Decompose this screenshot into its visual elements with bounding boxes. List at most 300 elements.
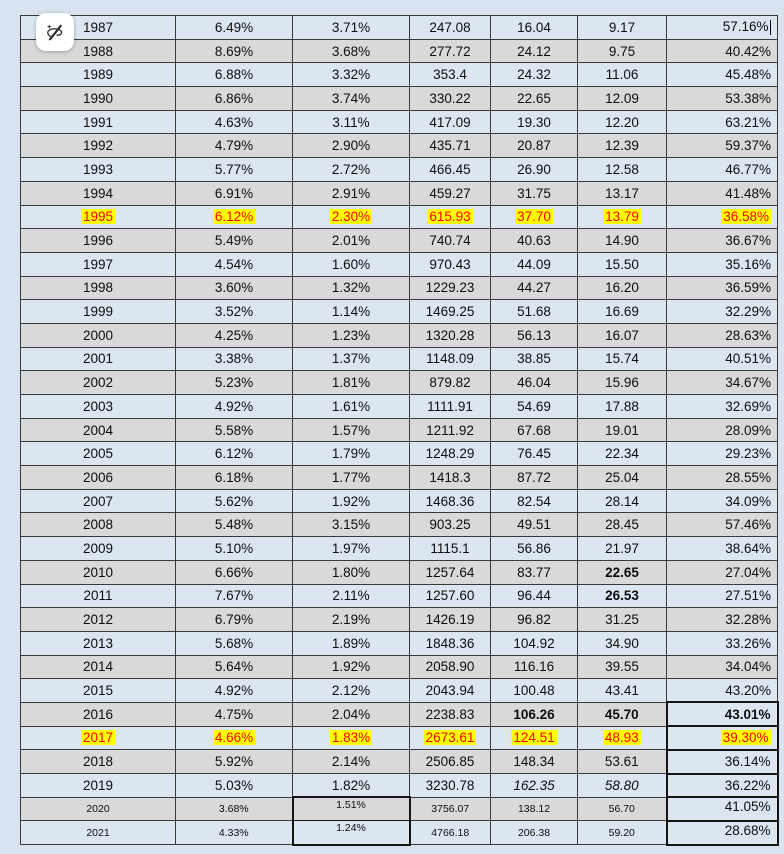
value-cell[interactable]	[491, 347, 578, 371]
year-cell[interactable]	[21, 513, 176, 537]
year-cell[interactable]	[21, 679, 176, 703]
value-cell[interactable]	[410, 560, 491, 584]
value-cell[interactable]	[578, 39, 667, 63]
value-cell[interactable]	[176, 442, 293, 466]
cell-text: 459.27	[429, 185, 471, 201]
year-cell[interactable]	[21, 87, 176, 111]
year-cell[interactable]	[21, 821, 176, 845]
value-cell[interactable]	[491, 679, 578, 703]
value-cell[interactable]	[491, 110, 578, 134]
value-cell[interactable]	[410, 63, 491, 87]
year-cell[interactable]	[21, 584, 176, 608]
year-cell[interactable]	[21, 797, 176, 821]
value-cell[interactable]	[410, 229, 491, 253]
value-cell[interactable]	[491, 466, 578, 490]
value-cell[interactable]	[176, 371, 293, 395]
value-cell[interactable]	[293, 158, 410, 182]
cell-text: 32.28%	[725, 612, 771, 628]
value-cell[interactable]	[578, 821, 667, 845]
value-cell[interactable]	[176, 134, 293, 158]
value-cell[interactable]	[176, 631, 293, 655]
value-cell[interactable]	[491, 774, 578, 798]
cell-text: 22.34	[605, 446, 639, 462]
year-cell[interactable]	[21, 63, 176, 87]
value-cell[interactable]	[667, 679, 778, 703]
cell-text: 1.61%	[331, 398, 371, 414]
value-cell[interactable]	[410, 442, 491, 466]
value-cell[interactable]	[176, 323, 293, 347]
value-cell[interactable]	[410, 395, 491, 419]
value-cell[interactable]	[293, 276, 410, 300]
value-cell[interactable]	[578, 181, 667, 205]
cell-text: 1.89%	[331, 635, 371, 651]
cell-text: 57.16%	[722, 19, 769, 35]
year-cell[interactable]	[21, 252, 176, 276]
year-cell[interactable]	[21, 466, 176, 490]
value-cell[interactable]	[578, 323, 667, 347]
value-cell[interactable]	[578, 276, 667, 300]
value-cell[interactable]	[491, 750, 578, 774]
value-cell[interactable]	[293, 418, 410, 442]
value-cell[interactable]	[491, 655, 578, 679]
cell-text: 1.83%	[331, 730, 371, 746]
year-cell[interactable]	[21, 537, 176, 561]
value-cell[interactable]	[410, 513, 491, 537]
value-cell[interactable]	[176, 110, 293, 134]
value-cell[interactable]	[491, 442, 578, 466]
value-cell[interactable]	[410, 181, 491, 205]
cell-text: 59.20	[608, 826, 635, 839]
value-cell[interactable]	[410, 134, 491, 158]
value-cell[interactable]	[410, 537, 491, 561]
year-cell[interactable]	[21, 702, 176, 726]
value-cell[interactable]	[667, 750, 778, 774]
table-row	[21, 63, 778, 87]
value-cell[interactable]	[667, 158, 778, 182]
value-cell[interactable]	[176, 679, 293, 703]
value-cell[interactable]	[491, 631, 578, 655]
value-cell[interactable]	[176, 229, 293, 253]
value-cell[interactable]	[410, 774, 491, 798]
value-cell[interactable]	[410, 158, 491, 182]
cell-text: 22.65	[605, 564, 639, 580]
cell-text: 13.17	[605, 185, 639, 201]
value-cell[interactable]	[410, 679, 491, 703]
value-cell[interactable]	[176, 418, 293, 442]
cell-text: 162.35	[513, 777, 555, 793]
cell-text: 12.39	[605, 138, 639, 154]
value-cell[interactable]	[578, 110, 667, 134]
value-cell[interactable]	[176, 205, 293, 229]
table-row	[21, 466, 778, 490]
cell-text: 51.68	[517, 304, 551, 320]
value-cell[interactable]	[410, 371, 491, 395]
value-cell[interactable]	[667, 39, 778, 63]
table-row	[21, 229, 778, 253]
value-cell[interactable]	[491, 300, 578, 324]
value-cell[interactable]	[578, 347, 667, 371]
value-cell[interactable]	[293, 300, 410, 324]
cell-text: 27.04%	[725, 564, 771, 580]
value-cell[interactable]	[578, 797, 667, 821]
cell-text: 45.48%	[725, 67, 771, 83]
year-cell[interactable]	[21, 110, 176, 134]
cell-text: 43.41	[605, 683, 639, 699]
value-cell[interactable]	[578, 489, 667, 513]
cell-text: 1998	[82, 280, 114, 296]
cell-text: 2015	[82, 683, 114, 699]
cell-text: 63.21%	[725, 114, 771, 130]
value-cell[interactable]	[176, 39, 293, 63]
cell-text: 4.92%	[214, 398, 254, 414]
value-cell[interactable]	[578, 774, 667, 798]
value-cell[interactable]	[667, 821, 778, 845]
value-cell[interactable]	[410, 16, 491, 40]
value-cell[interactable]	[667, 797, 778, 821]
value-cell[interactable]	[491, 63, 578, 87]
cell-text: 1988	[82, 43, 114, 59]
value-cell[interactable]	[491, 537, 578, 561]
table-row	[21, 300, 778, 324]
value-cell[interactable]	[667, 16, 778, 40]
cell-text: 28.14	[605, 493, 639, 509]
value-cell[interactable]	[491, 181, 578, 205]
value-cell[interactable]	[667, 252, 778, 276]
cell-text: 1115.1	[430, 540, 470, 556]
value-cell[interactable]	[293, 560, 410, 584]
year-cell[interactable]	[21, 442, 176, 466]
text-caret-icon	[770, 20, 772, 35]
value-cell[interactable]	[176, 537, 293, 561]
value-cell[interactable]	[293, 181, 410, 205]
value-cell[interactable]	[667, 631, 778, 655]
value-cell[interactable]	[293, 87, 410, 111]
value-cell[interactable]	[578, 205, 667, 229]
value-cell[interactable]	[293, 110, 410, 134]
value-cell[interactable]	[293, 821, 410, 845]
value-cell[interactable]	[491, 560, 578, 584]
value-cell[interactable]	[176, 63, 293, 87]
value-cell[interactable]	[410, 821, 491, 845]
value-cell[interactable]	[176, 797, 293, 821]
value-cell[interactable]	[578, 63, 667, 87]
value-cell[interactable]	[176, 821, 293, 845]
year-cell[interactable]	[21, 181, 176, 205]
value-cell[interactable]	[176, 774, 293, 798]
value-cell[interactable]	[293, 774, 410, 798]
value-cell[interactable]	[667, 774, 778, 798]
value-cell[interactable]	[293, 797, 410, 821]
value-cell[interactable]	[491, 702, 578, 726]
value-cell[interactable]	[293, 679, 410, 703]
value-cell[interactable]	[491, 134, 578, 158]
value-cell[interactable]	[293, 442, 410, 466]
value-cell[interactable]	[667, 87, 778, 111]
value-cell[interactable]	[176, 158, 293, 182]
value-cell[interactable]	[176, 560, 293, 584]
value-cell[interactable]	[578, 679, 667, 703]
value-cell[interactable]	[578, 702, 667, 726]
value-cell[interactable]	[578, 16, 667, 40]
year-cell[interactable]	[21, 395, 176, 419]
value-cell[interactable]	[578, 418, 667, 442]
value-cell[interactable]	[578, 300, 667, 324]
cell-text: 6.79%	[214, 612, 254, 628]
value-cell[interactable]	[176, 726, 293, 750]
year-cell[interactable]	[21, 276, 176, 300]
value-cell[interactable]	[176, 395, 293, 419]
year-cell[interactable]	[21, 371, 176, 395]
value-cell[interactable]	[667, 229, 778, 253]
value-cell[interactable]	[667, 323, 778, 347]
year-cell[interactable]	[21, 229, 176, 253]
value-cell[interactable]	[410, 631, 491, 655]
pen-icon	[43, 20, 67, 44]
year-cell[interactable]	[21, 750, 176, 774]
value-cell[interactable]	[176, 608, 293, 632]
value-cell[interactable]	[491, 371, 578, 395]
value-cell[interactable]	[667, 63, 778, 87]
value-cell[interactable]	[293, 726, 410, 750]
value-cell[interactable]	[578, 631, 667, 655]
value-cell[interactable]	[667, 347, 778, 371]
cell-text: 1995	[82, 209, 114, 225]
value-cell[interactable]	[176, 87, 293, 111]
cell-text: 96.44	[517, 588, 551, 604]
value-cell[interactable]	[410, 655, 491, 679]
value-cell[interactable]	[176, 347, 293, 371]
value-cell[interactable]	[176, 584, 293, 608]
value-cell[interactable]	[176, 702, 293, 726]
value-cell[interactable]	[293, 655, 410, 679]
value-cell[interactable]	[578, 655, 667, 679]
value-cell[interactable]	[491, 252, 578, 276]
value-cell[interactable]	[410, 252, 491, 276]
cell-text: 34.67%	[725, 375, 771, 391]
cell-text: 21.97	[605, 540, 639, 556]
value-cell[interactable]	[667, 584, 778, 608]
value-cell[interactable]	[410, 39, 491, 63]
value-cell[interactable]	[410, 608, 491, 632]
year-cell[interactable]	[21, 205, 176, 229]
value-cell[interactable]	[667, 395, 778, 419]
value-cell[interactable]	[667, 205, 778, 229]
year-cell[interactable]	[21, 300, 176, 324]
value-cell[interactable]	[293, 16, 410, 40]
value-cell[interactable]	[176, 655, 293, 679]
cell-text: 32.69%	[725, 398, 771, 414]
value-cell[interactable]	[410, 87, 491, 111]
value-cell[interactable]	[410, 702, 491, 726]
value-cell[interactable]	[410, 466, 491, 490]
value-cell[interactable]	[578, 229, 667, 253]
value-cell[interactable]	[293, 537, 410, 561]
value-cell[interactable]	[410, 489, 491, 513]
value-cell[interactable]	[293, 229, 410, 253]
cell-text: 5.10%	[214, 540, 254, 556]
value-cell[interactable]	[667, 300, 778, 324]
value-cell[interactable]	[578, 371, 667, 395]
cell-text: 5.03%	[214, 777, 254, 793]
value-cell[interactable]	[293, 63, 410, 87]
value-cell[interactable]	[578, 442, 667, 466]
value-cell[interactable]	[410, 584, 491, 608]
value-cell[interactable]	[410, 110, 491, 134]
value-cell[interactable]	[667, 608, 778, 632]
value-cell[interactable]	[410, 276, 491, 300]
value-cell[interactable]	[667, 418, 778, 442]
value-cell[interactable]	[293, 750, 410, 774]
value-cell[interactable]	[491, 608, 578, 632]
value-cell[interactable]	[491, 821, 578, 845]
cell-text: 1.81%	[331, 375, 371, 391]
value-cell[interactable]	[491, 39, 578, 63]
cell-text: 36.14%	[724, 754, 771, 770]
cell-text: 2.72%	[331, 161, 371, 177]
value-cell[interactable]	[410, 347, 491, 371]
value-cell[interactable]	[293, 395, 410, 419]
year-cell[interactable]	[21, 560, 176, 584]
cell-text: 1.79%	[331, 446, 371, 462]
value-cell[interactable]	[491, 513, 578, 537]
year-cell[interactable]	[21, 418, 176, 442]
table-row	[21, 560, 778, 584]
value-cell[interactable]	[293, 347, 410, 371]
year-cell[interactable]	[21, 655, 176, 679]
value-cell[interactable]	[667, 181, 778, 205]
table-row	[21, 513, 778, 537]
value-cell[interactable]	[578, 87, 667, 111]
value-cell[interactable]	[410, 300, 491, 324]
value-cell[interactable]	[667, 513, 778, 537]
value-cell[interactable]	[410, 750, 491, 774]
year-cell[interactable]	[21, 631, 176, 655]
value-cell[interactable]	[491, 418, 578, 442]
value-cell[interactable]	[667, 726, 778, 750]
cell-text: 40.42%	[725, 43, 771, 59]
cell-text: 2008	[82, 517, 114, 533]
value-cell[interactable]	[578, 466, 667, 490]
value-cell[interactable]	[667, 134, 778, 158]
year-cell[interactable]	[21, 158, 176, 182]
cell-text: 2.90%	[331, 138, 371, 154]
value-cell[interactable]	[667, 371, 778, 395]
value-cell[interactable]	[293, 323, 410, 347]
value-cell[interactable]	[176, 750, 293, 774]
cell-text: 1989	[82, 67, 114, 83]
value-cell[interactable]	[667, 702, 778, 726]
value-cell[interactable]	[293, 466, 410, 490]
value-cell[interactable]	[293, 631, 410, 655]
value-cell[interactable]	[491, 395, 578, 419]
value-cell[interactable]	[293, 252, 410, 276]
value-cell[interactable]	[293, 205, 410, 229]
value-cell[interactable]	[667, 537, 778, 561]
value-cell[interactable]	[176, 513, 293, 537]
value-cell[interactable]	[578, 134, 667, 158]
value-cell[interactable]	[578, 726, 667, 750]
value-cell[interactable]	[410, 418, 491, 442]
value-cell[interactable]	[667, 110, 778, 134]
value-cell[interactable]	[176, 16, 293, 40]
value-cell[interactable]	[293, 702, 410, 726]
value-cell[interactable]	[667, 655, 778, 679]
value-cell[interactable]	[578, 395, 667, 419]
value-cell[interactable]	[667, 442, 778, 466]
value-cell[interactable]	[176, 466, 293, 490]
year-cell[interactable]	[21, 134, 176, 158]
value-cell[interactable]	[667, 489, 778, 513]
year-cell[interactable]	[21, 347, 176, 371]
cell-text: 16.20	[605, 280, 639, 296]
value-cell[interactable]	[410, 323, 491, 347]
value-cell[interactable]	[491, 229, 578, 253]
value-cell[interactable]	[491, 797, 578, 821]
value-cell[interactable]	[410, 205, 491, 229]
value-cell[interactable]	[176, 300, 293, 324]
value-cell[interactable]	[176, 276, 293, 300]
year-cell[interactable]	[21, 774, 176, 798]
value-cell[interactable]	[410, 726, 491, 750]
value-cell[interactable]	[578, 608, 667, 632]
year-cell[interactable]	[21, 608, 176, 632]
value-cell[interactable]	[293, 371, 410, 395]
cell-text: 466.45	[429, 161, 471, 177]
value-cell[interactable]	[293, 39, 410, 63]
value-cell[interactable]	[491, 276, 578, 300]
value-cell[interactable]	[578, 537, 667, 561]
value-cell[interactable]	[491, 16, 578, 40]
value-cell[interactable]	[491, 158, 578, 182]
value-cell[interactable]	[491, 205, 578, 229]
value-cell[interactable]	[578, 158, 667, 182]
value-cell[interactable]	[293, 489, 410, 513]
cell-text: 6.12%	[214, 446, 254, 462]
cell-text: 44.09	[517, 256, 551, 272]
cell-text: 106.26	[513, 706, 555, 722]
year-cell[interactable]	[21, 489, 176, 513]
value-cell[interactable]	[491, 489, 578, 513]
value-cell[interactable]	[578, 252, 667, 276]
value-cell[interactable]	[176, 252, 293, 276]
value-cell[interactable]	[293, 584, 410, 608]
value-cell[interactable]	[293, 134, 410, 158]
value-cell[interactable]	[578, 584, 667, 608]
cell-text: 6.12%	[214, 209, 254, 225]
value-cell[interactable]	[293, 513, 410, 537]
value-cell[interactable]	[491, 584, 578, 608]
value-cell[interactable]	[667, 466, 778, 490]
value-cell[interactable]	[410, 797, 491, 821]
value-cell[interactable]	[176, 181, 293, 205]
value-cell[interactable]	[491, 87, 578, 111]
table-row	[21, 418, 778, 442]
year-cell[interactable]	[21, 323, 176, 347]
value-cell[interactable]	[667, 560, 778, 584]
cell-text: 1.80%	[331, 564, 371, 580]
value-cell[interactable]	[578, 513, 667, 537]
value-cell[interactable]	[491, 323, 578, 347]
value-cell[interactable]	[491, 726, 578, 750]
table-row	[21, 608, 778, 632]
value-cell[interactable]	[578, 750, 667, 774]
value-cell[interactable]	[293, 608, 410, 632]
table-row	[21, 395, 778, 419]
value-cell[interactable]	[667, 276, 778, 300]
value-cell[interactable]	[578, 560, 667, 584]
year-cell[interactable]	[21, 726, 176, 750]
value-cell[interactable]	[176, 489, 293, 513]
